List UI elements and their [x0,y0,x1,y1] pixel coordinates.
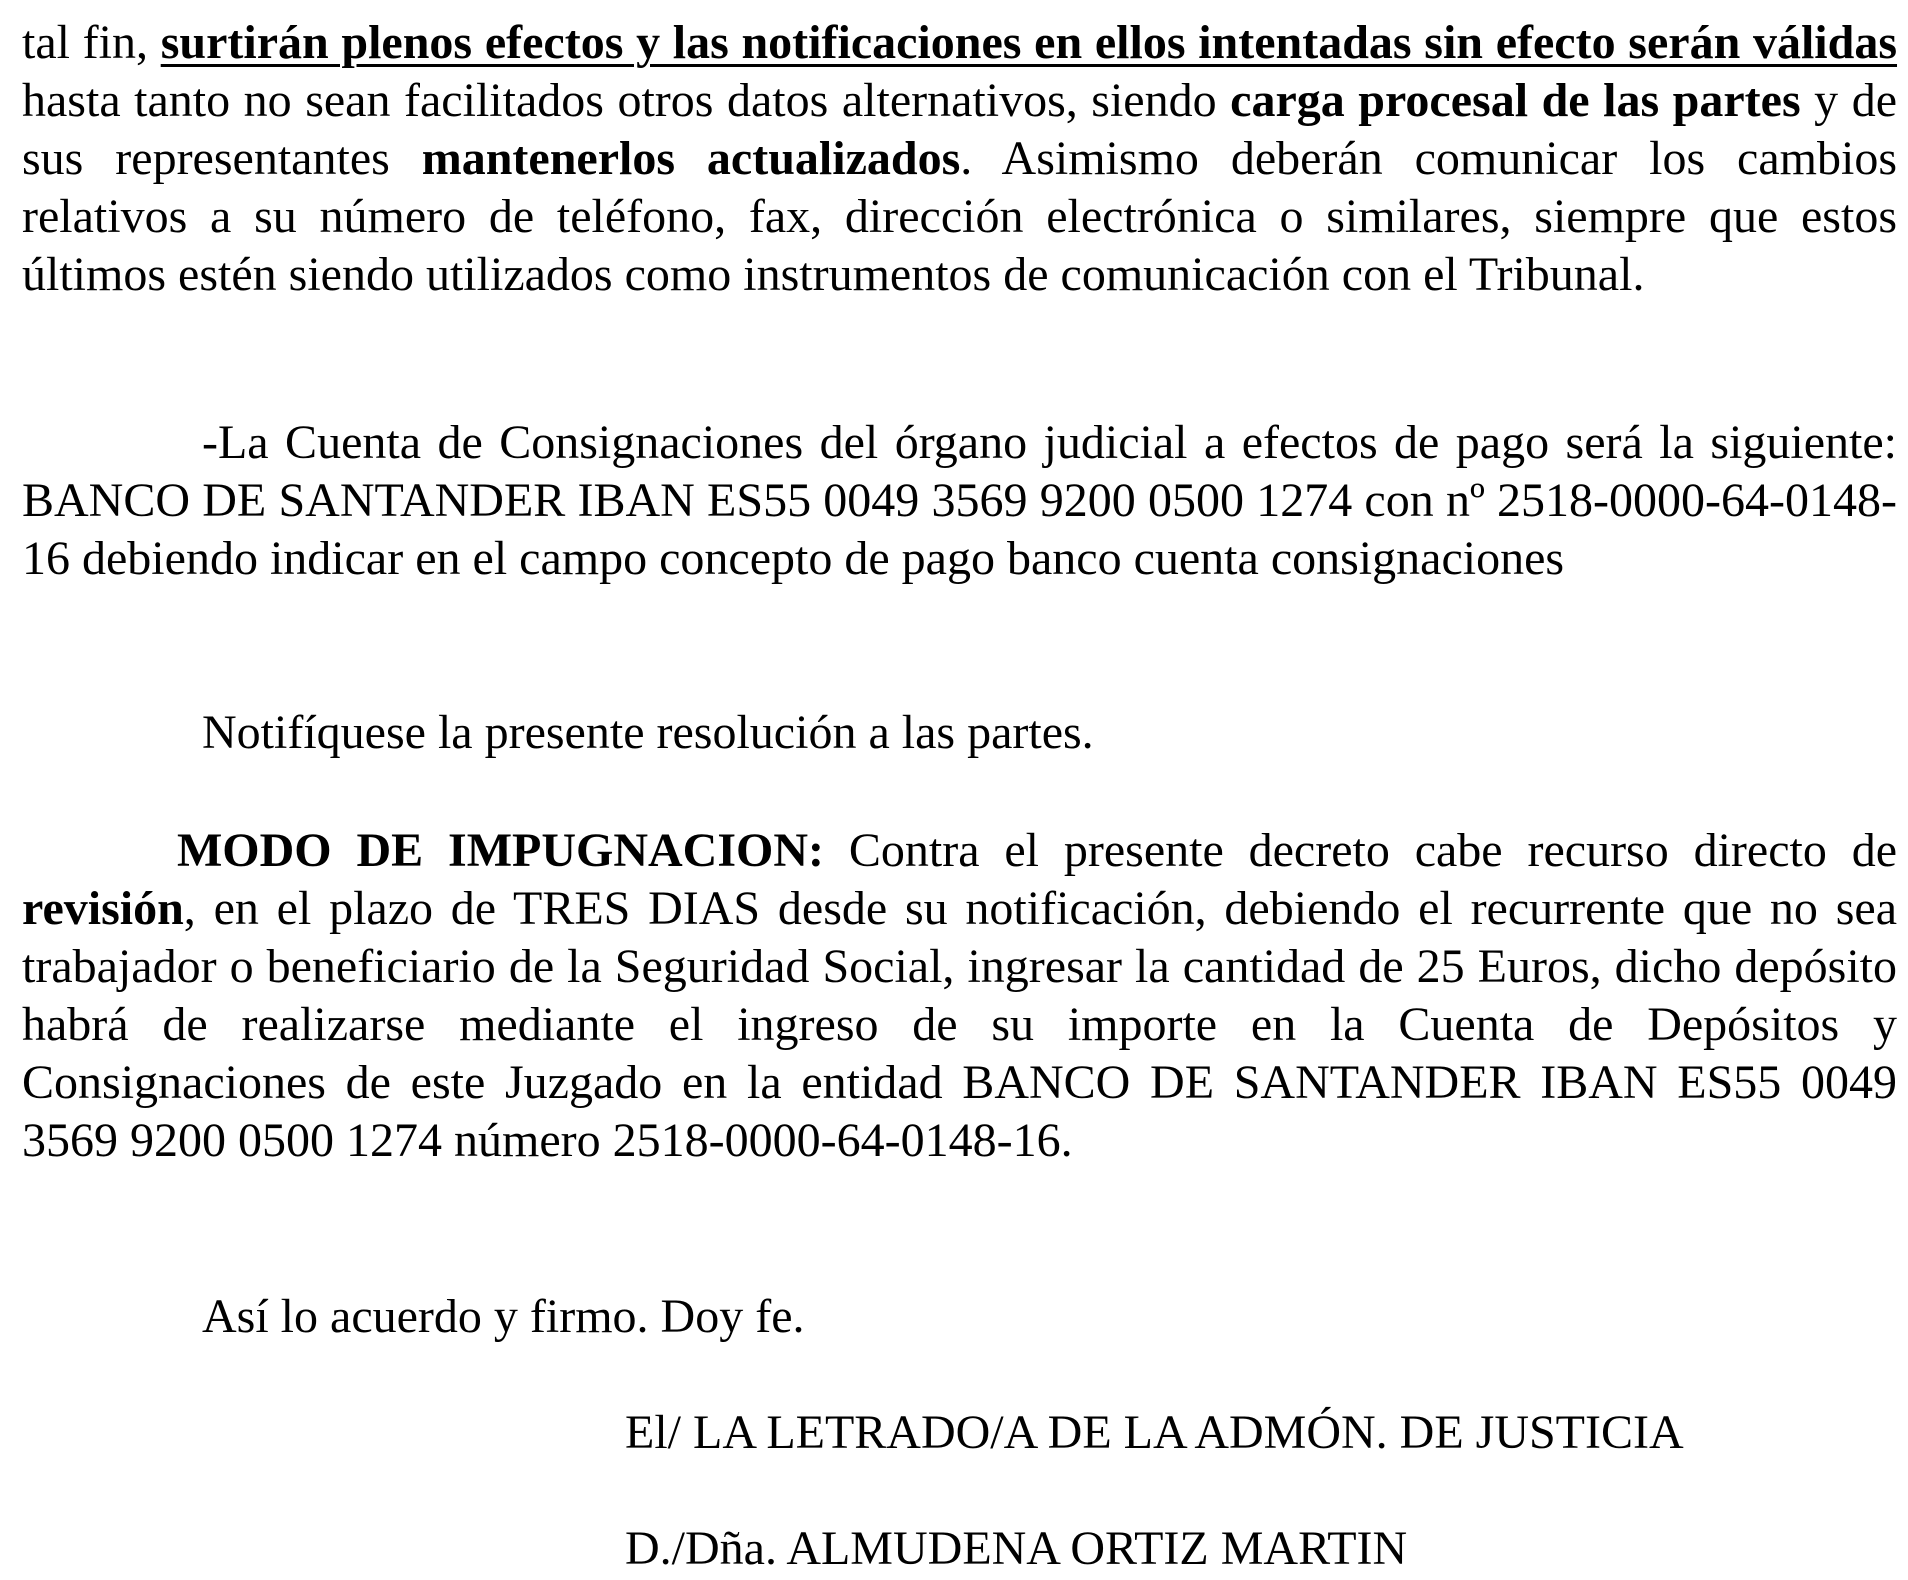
text-run: , en el plazo de TRES DIAS desde su notificación, debiendo el recurrente que no sea trabajador o beneficiario de la Seguridad Social, ingresar la cantidad de 25 Euros, dicho depósito habrá de realizarse mediante el ingreso de su importe en la Cuenta de Depósitos y Consignaciones de este Juzgado en la entidad BANCO DE SANTANDER IBAN ES55 0049 3569 9200 0500 1274 número 2518-0000-64-0148-16. [22,882,1897,1167]
text-run: hasta tanto no sean facilitados otros datos alternativos, siendo [22,74,1231,127]
text-run: . Asimismo deberán comunicar los cambios relativos a su número de teléfono, fax, dirección electrónica o similares, siempre que estos últimos estén siendo utilizados como instrumentos de comunicación con el Tribunal. [22,132,1897,301]
paragraph-appeal-mode [22,822,1897,1170]
bold-text: mantenerlos actualizados [421,132,961,185]
paragraph-notification-validity [22,14,1897,304]
bold-text: carga procesal de las partes [1230,74,1801,127]
text-run: Contra el presente decreto cabe recurso directo de [824,824,1898,877]
bold-heading-text: MODO DE IMPUGNACION: [177,824,824,877]
paragraph-consignment-account: -La Cuenta de Consignaciones del órgano judicial a efectos de pago será la siguiente: BANCO DE SANTANDER IBAN ES55 0049 3569 9200 0500 1274 con nº 2518-0000-64-0148-16 debiendo indicar en el campo concepto de pago banco cuenta consignaciones [22,416,1897,585]
text-run: y de sus representantes [22,74,1898,185]
signature-title: El/ LA LETRADO/A DE LA ADMÓN. DE JUSTICIA [625,1406,1684,1459]
signature-name: D./Dña. ALMUDENA ORTIZ MARTIN [625,1522,1408,1575]
text-run: tal fin, [22,16,161,69]
underlined-bold-text: surtirán plenos efectos y las notificaciones en ellos intentadas sin efecto serán válidas [160,16,1898,69]
closing-statement: Así lo acuerdo y firmo. Doy fe. [202,1290,805,1343]
bold-text: revisión [22,882,184,935]
paragraph-notify-parties: Notifíquese la presente resolución a las partes. [202,706,1094,759]
